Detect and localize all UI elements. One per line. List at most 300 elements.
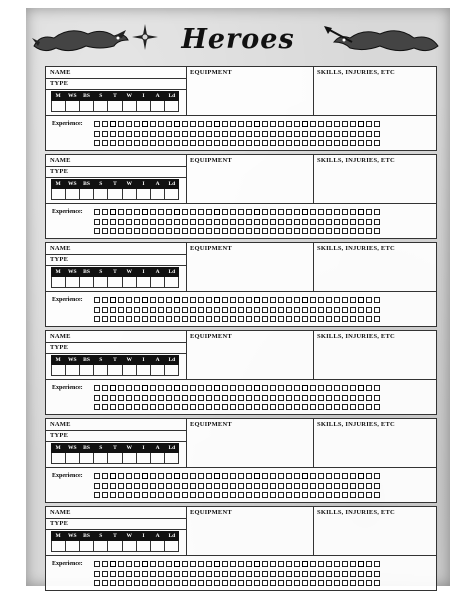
skills-box[interactable] [313,331,436,379]
experience-box[interactable] [302,316,308,322]
experience-box[interactable] [326,297,332,303]
experience-box[interactable] [326,561,332,567]
equipment-box[interactable] [186,419,314,467]
experience-box[interactable] [254,571,260,577]
stat-value-cell[interactable] [165,189,179,199]
experience-box[interactable] [342,395,348,401]
experience-box[interactable] [318,228,324,234]
experience-box[interactable] [334,561,340,567]
experience-box[interactable] [366,228,372,234]
experience-box[interactable] [206,228,212,234]
experience-box[interactable] [254,228,260,234]
experience-box[interactable] [334,385,340,391]
experience-box[interactable] [318,297,324,303]
experience-box[interactable] [230,473,236,479]
experience-box[interactable] [294,307,300,313]
experience-box[interactable] [350,316,356,322]
equipment-box[interactable] [186,331,314,379]
experience-box[interactable] [182,307,188,313]
experience-box[interactable] [294,483,300,489]
experience-box[interactable] [270,140,276,146]
experience-box[interactable] [230,385,236,391]
experience-box[interactable] [342,121,348,127]
experience-box[interactable] [334,219,340,225]
experience-box[interactable] [206,492,212,498]
experience-box[interactable] [374,131,380,137]
experience-box[interactable] [230,219,236,225]
experience-box[interactable] [206,571,212,577]
stat-value-cell[interactable] [80,365,94,375]
experience-box[interactable] [294,228,300,234]
experience-box[interactable] [134,385,140,391]
experience-box[interactable] [222,385,228,391]
experience-box[interactable] [230,561,236,567]
experience-box[interactable] [102,307,108,313]
experience-box[interactable] [246,571,252,577]
experience-box[interactable] [126,297,132,303]
experience-box[interactable] [94,395,100,401]
experience-box[interactable] [246,580,252,586]
experience-box[interactable] [262,385,268,391]
stat-value-cell[interactable] [151,101,165,111]
experience-box[interactable] [270,492,276,498]
experience-box[interactable] [214,316,220,322]
experience-box[interactable] [374,228,380,234]
stat-value-cell[interactable] [123,365,137,375]
experience-box[interactable] [230,395,236,401]
experience-box[interactable] [238,297,244,303]
experience-box[interactable] [94,385,100,391]
experience-box[interactable] [118,561,124,567]
experience-box[interactable] [150,473,156,479]
experience-box[interactable] [190,219,196,225]
experience-box[interactable] [270,561,276,567]
experience-box[interactable] [310,297,316,303]
experience-box[interactable] [102,209,108,215]
experience-box[interactable] [302,297,308,303]
experience-box[interactable] [150,385,156,391]
experience-box[interactable] [158,385,164,391]
experience-box[interactable] [150,307,156,313]
experience-box[interactable] [318,473,324,479]
experience-box[interactable] [230,140,236,146]
experience-box[interactable] [254,307,260,313]
stat-value-cell[interactable] [52,277,66,287]
experience-box[interactable] [350,580,356,586]
experience-box[interactable] [182,121,188,127]
experience-box[interactable] [94,571,100,577]
experience-box[interactable] [262,209,268,215]
experience-box[interactable] [118,209,124,215]
experience-box[interactable] [278,307,284,313]
experience-box[interactable] [350,219,356,225]
experience-box[interactable] [310,473,316,479]
experience-box[interactable] [110,395,116,401]
experience-box[interactable] [102,385,108,391]
experience-box[interactable] [358,316,364,322]
stat-value-cell[interactable] [137,189,151,199]
experience-box[interactable] [166,209,172,215]
experience-box[interactable] [270,385,276,391]
experience-box[interactable] [206,483,212,489]
experience-box[interactable] [350,561,356,567]
experience-box[interactable] [206,580,212,586]
experience-box[interactable] [126,219,132,225]
experience-box[interactable] [158,131,164,137]
stat-value-cell[interactable] [165,365,179,375]
experience-box[interactable] [310,209,316,215]
experience-box[interactable] [198,121,204,127]
stat-value-cell[interactable] [52,541,66,551]
experience-box[interactable] [318,492,324,498]
experience-box[interactable] [142,307,148,313]
experience-box[interactable] [334,121,340,127]
experience-box[interactable] [334,297,340,303]
experience-box[interactable] [278,140,284,146]
experience-box[interactable] [214,131,220,137]
experience-box[interactable] [166,571,172,577]
experience-box[interactable] [198,483,204,489]
experience-box[interactable] [358,385,364,391]
experience-box[interactable] [150,580,156,586]
experience-box[interactable] [142,219,148,225]
experience-box[interactable] [126,473,132,479]
experience-box[interactable] [182,395,188,401]
experience-box[interactable] [342,219,348,225]
experience-box[interactable] [366,483,372,489]
experience-box[interactable] [262,228,268,234]
experience-box[interactable] [334,571,340,577]
experience-box[interactable] [222,209,228,215]
stat-value-cell[interactable] [137,365,151,375]
stat-value-cell[interactable] [165,101,179,111]
experience-box[interactable] [366,473,372,479]
experience-box[interactable] [230,492,236,498]
experience-box[interactable] [318,131,324,137]
stat-value-cell[interactable] [80,277,94,287]
experience-box[interactable] [150,571,156,577]
experience-box[interactable] [214,385,220,391]
experience-box[interactable] [142,571,148,577]
experience-box[interactable] [334,404,340,410]
experience-box[interactable] [166,140,172,146]
experience-box[interactable] [150,140,156,146]
experience-box[interactable] [118,483,124,489]
experience-box[interactable] [102,219,108,225]
experience-box[interactable] [214,121,220,127]
experience-box[interactable] [342,492,348,498]
stat-value-cell[interactable] [94,277,108,287]
experience-box[interactable] [158,483,164,489]
stat-value-cell[interactable] [137,541,151,551]
experience-box[interactable] [238,580,244,586]
experience-box[interactable] [302,121,308,127]
experience-box[interactable] [134,121,140,127]
experience-box[interactable] [118,140,124,146]
experience-box[interactable] [286,404,292,410]
experience-box[interactable] [262,307,268,313]
experience-box[interactable] [134,297,140,303]
experience-box[interactable] [102,473,108,479]
experience-box[interactable] [158,404,164,410]
experience-box[interactable] [198,297,204,303]
experience-box[interactable] [206,404,212,410]
experience-box[interactable] [182,580,188,586]
experience-box[interactable] [222,580,228,586]
experience-box[interactable] [126,580,132,586]
experience-box[interactable] [254,219,260,225]
experience-box[interactable] [318,571,324,577]
experience-box[interactable] [118,121,124,127]
experience-box[interactable] [134,219,140,225]
experience-box[interactable] [294,492,300,498]
experience-box[interactable] [310,571,316,577]
experience-box[interactable] [198,580,204,586]
experience-box[interactable] [150,395,156,401]
experience-box[interactable] [206,307,212,313]
experience-box[interactable] [342,473,348,479]
experience-box[interactable] [110,492,116,498]
experience-box[interactable] [302,580,308,586]
experience-box[interactable] [334,140,340,146]
experience-box[interactable] [254,140,260,146]
experience-box[interactable] [198,219,204,225]
experience-box[interactable] [254,483,260,489]
experience-box[interactable] [134,571,140,577]
experience-box[interactable] [102,404,108,410]
experience-box[interactable] [310,228,316,234]
experience-box[interactable] [254,316,260,322]
experience-box[interactable] [190,209,196,215]
experience-box[interactable] [310,219,316,225]
experience-box[interactable] [142,316,148,322]
experience-box[interactable] [318,219,324,225]
experience-box[interactable] [294,385,300,391]
experience-box[interactable] [214,140,220,146]
experience-box[interactable] [174,561,180,567]
experience-box[interactable] [294,297,300,303]
stat-value-cell[interactable] [108,541,122,551]
experience-box[interactable] [182,571,188,577]
experience-box[interactable] [326,131,332,137]
stat-value-cell[interactable] [94,453,108,463]
experience-box[interactable] [270,580,276,586]
experience-box[interactable] [318,395,324,401]
experience-box[interactable] [222,316,228,322]
experience-box[interactable] [286,121,292,127]
experience-box[interactable] [238,561,244,567]
experience-box[interactable] [230,297,236,303]
experience-box[interactable] [238,209,244,215]
experience-box[interactable] [174,492,180,498]
experience-box[interactable] [262,297,268,303]
stat-value-cell[interactable] [80,101,94,111]
experience-box[interactable] [158,121,164,127]
experience-box[interactable] [206,297,212,303]
experience-box[interactable] [142,209,148,215]
experience-box[interactable] [238,140,244,146]
experience-box[interactable] [286,131,292,137]
experience-box[interactable] [134,580,140,586]
experience-box[interactable] [190,492,196,498]
type-field[interactable] [46,78,186,90]
experience-box[interactable] [246,483,252,489]
experience-box[interactable] [158,140,164,146]
stat-value-cell[interactable] [52,365,66,375]
stat-value-cell[interactable] [151,277,165,287]
experience-box[interactable] [110,297,116,303]
experience-box[interactable] [350,121,356,127]
experience-box[interactable] [302,483,308,489]
experience-box[interactable] [302,385,308,391]
experience-box[interactable] [374,561,380,567]
experience-box[interactable] [102,395,108,401]
experience-box[interactable] [302,571,308,577]
experience-box[interactable] [110,140,116,146]
experience-box[interactable] [238,121,244,127]
experience-box[interactable] [94,307,100,313]
experience-box[interactable] [238,404,244,410]
experience-box[interactable] [134,316,140,322]
experience-box[interactable] [126,131,132,137]
stat-value-cell[interactable] [94,541,108,551]
experience-box[interactable] [270,316,276,322]
experience-box[interactable] [198,307,204,313]
experience-box[interactable] [358,228,364,234]
experience-box[interactable] [302,209,308,215]
stat-value-cell[interactable] [108,101,122,111]
experience-box[interactable] [358,209,364,215]
experience-box[interactable] [254,121,260,127]
experience-box[interactable] [238,219,244,225]
experience-box[interactable] [94,228,100,234]
experience-box[interactable] [190,483,196,489]
stat-value-cell[interactable] [108,365,122,375]
experience-box[interactable] [342,580,348,586]
experience-box[interactable] [150,561,156,567]
experience-box[interactable] [142,483,148,489]
experience-box[interactable] [166,297,172,303]
experience-box[interactable] [198,395,204,401]
stat-value-cell[interactable] [108,277,122,287]
experience-box[interactable] [310,561,316,567]
experience-box[interactable] [230,121,236,127]
experience-box[interactable] [294,140,300,146]
experience-box[interactable] [206,131,212,137]
experience-box[interactable] [206,473,212,479]
experience-box[interactable] [358,473,364,479]
experience-box[interactable] [342,483,348,489]
experience-box[interactable] [222,561,228,567]
experience-box[interactable] [310,307,316,313]
experience-box[interactable] [278,492,284,498]
experience-box[interactable] [222,571,228,577]
experience-box[interactable] [94,131,100,137]
experience-box[interactable] [310,483,316,489]
experience-box[interactable] [222,228,228,234]
experience-box[interactable] [118,131,124,137]
experience-box[interactable] [110,385,116,391]
experience-box[interactable] [246,121,252,127]
experience-box[interactable] [358,483,364,489]
experience-box[interactable] [158,492,164,498]
experience-box[interactable] [350,483,356,489]
skills-box[interactable] [313,243,436,291]
experience-box[interactable] [246,561,252,567]
experience-box[interactable] [198,140,204,146]
experience-box[interactable] [158,561,164,567]
experience-box[interactable] [286,209,292,215]
experience-box[interactable] [286,580,292,586]
experience-box[interactable] [134,209,140,215]
experience-box[interactable] [278,228,284,234]
experience-box[interactable] [134,131,140,137]
experience-box[interactable] [166,121,172,127]
experience-box[interactable] [142,297,148,303]
experience-box[interactable] [190,307,196,313]
experience-box[interactable] [222,131,228,137]
experience-box[interactable] [158,395,164,401]
type-field[interactable] [46,342,186,354]
experience-box[interactable] [262,219,268,225]
experience-box[interactable] [158,473,164,479]
stat-value-cell[interactable] [52,189,66,199]
experience-box[interactable] [110,307,116,313]
experience-box[interactable] [334,307,340,313]
experience-box[interactable] [366,571,372,577]
experience-box[interactable] [366,492,372,498]
experience-box[interactable] [294,121,300,127]
experience-box[interactable] [246,131,252,137]
experience-box[interactable] [174,121,180,127]
experience-box[interactable] [366,140,372,146]
experience-box[interactable] [182,228,188,234]
stat-value-cell[interactable] [94,101,108,111]
experience-box[interactable] [230,571,236,577]
stat-value-cell[interactable] [137,101,151,111]
experience-box[interactable] [126,316,132,322]
experience-box[interactable] [182,219,188,225]
experience-box[interactable] [110,131,116,137]
stat-value-cell[interactable] [66,365,80,375]
experience-box[interactable] [366,307,372,313]
experience-box[interactable] [254,473,260,479]
experience-box[interactable] [150,209,156,215]
experience-box[interactable] [150,219,156,225]
experience-box[interactable] [246,209,252,215]
experience-box[interactable] [374,404,380,410]
experience-box[interactable] [190,228,196,234]
experience-box[interactable] [286,219,292,225]
experience-box[interactable] [254,561,260,567]
experience-box[interactable] [310,121,316,127]
experience-box[interactable] [94,473,100,479]
experience-box[interactable] [246,395,252,401]
experience-box[interactable] [238,385,244,391]
experience-box[interactable] [302,228,308,234]
experience-box[interactable] [310,131,316,137]
experience-box[interactable] [318,385,324,391]
experience-box[interactable] [142,492,148,498]
experience-box[interactable] [94,209,100,215]
experience-box[interactable] [134,228,140,234]
experience-box[interactable] [166,228,172,234]
experience-box[interactable] [158,228,164,234]
experience-box[interactable] [254,131,260,137]
experience-box[interactable] [366,209,372,215]
experience-box[interactable] [326,121,332,127]
experience-box[interactable] [278,219,284,225]
